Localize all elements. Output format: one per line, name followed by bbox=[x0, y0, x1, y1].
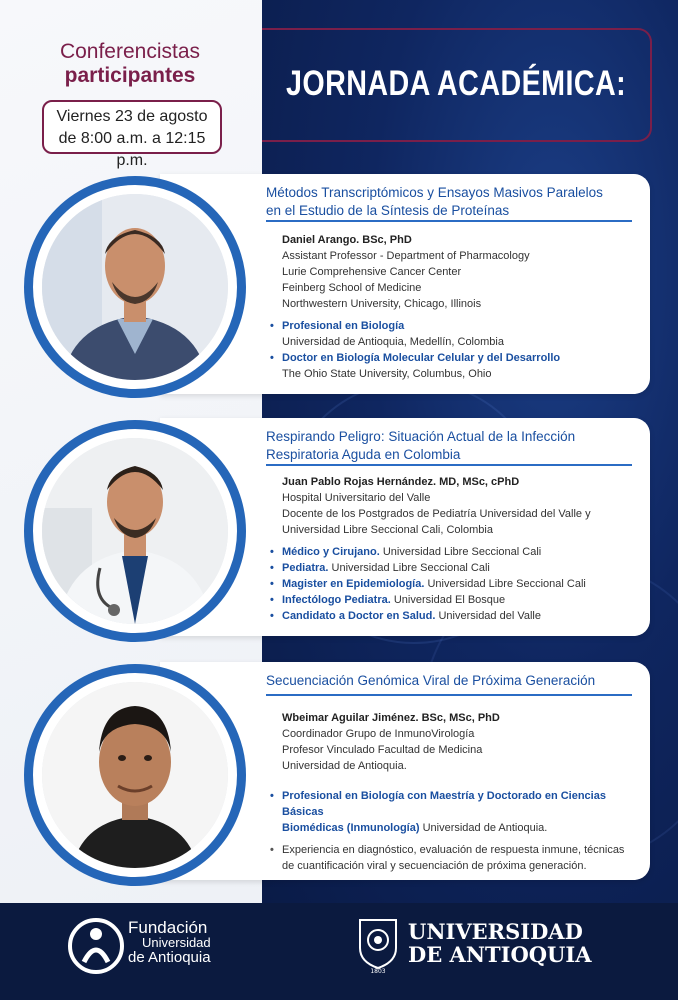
affiliation-line: Feinberg School of Medicine bbox=[282, 282, 422, 294]
credentials-list-1 bbox=[282, 318, 638, 382]
speaker-photo-frame-1 bbox=[24, 176, 246, 398]
credential-item bbox=[282, 560, 638, 576]
seal-year: 1803 bbox=[370, 968, 386, 974]
fundacion-wordmark bbox=[128, 920, 211, 965]
speakers-heading bbox=[30, 40, 230, 88]
credential-item bbox=[282, 544, 638, 560]
credential-item bbox=[282, 318, 638, 350]
fundacion-logo-icon bbox=[66, 916, 126, 976]
fundacion-line2: Universidad bbox=[142, 935, 211, 950]
talk-title-1-line2: en el Estudio de la Síntesis de Proteínas bbox=[266, 203, 510, 218]
fundacion-line1: Fundación bbox=[128, 918, 208, 937]
talk-divider-3 bbox=[266, 694, 632, 696]
speaker-name-2: Juan Pablo Rojas Hernández. MD, MSc, cPhD bbox=[282, 476, 520, 488]
talk-title-2 bbox=[266, 428, 632, 464]
fundacion-line3: de Antioquia bbox=[128, 949, 211, 966]
speaker-photo-3 bbox=[42, 682, 228, 868]
credential-item bbox=[282, 592, 638, 608]
speaker-info-1 bbox=[282, 232, 638, 382]
talk-title-3 bbox=[266, 672, 632, 690]
talk-divider-1 bbox=[266, 220, 632, 222]
talk-title-2-line2: Respiratoria Aguda en Colombia bbox=[266, 447, 461, 462]
credential-degree: Profesional en Biología bbox=[282, 320, 405, 332]
speaker-info-2 bbox=[282, 474, 638, 624]
credential-item bbox=[282, 788, 638, 836]
affiliation-line: Universidad Libre Seccional Cali, Colombia bbox=[282, 524, 493, 536]
credentials-list-2 bbox=[282, 544, 638, 624]
credential-institution: Universidad de Antioquia, Medellín, Colombia bbox=[282, 336, 504, 348]
credential-item bbox=[282, 576, 638, 592]
credential-degree: Magister en Epidemiología. bbox=[282, 578, 425, 590]
credential-degree: Infectólogo Pediatra. bbox=[282, 594, 391, 606]
event-title: JORNADA ACADÉMICA: bbox=[286, 64, 627, 103]
speakers-heading-line2: participantes bbox=[64, 64, 196, 87]
university-line2: DE ANTIOQUIA bbox=[408, 942, 592, 967]
university-line1: UNIVERSIDAD bbox=[408, 919, 583, 944]
credential-degree: Doctor en Biología Molecular Celular y del Desarrollo bbox=[282, 352, 561, 364]
affiliation-line: Lurie Comprehensive Cancer Center bbox=[282, 266, 462, 278]
talk-title-1-line1: Métodos Transcriptómicos y Ensayos Masivos Paralelos bbox=[266, 185, 603, 200]
credential-institution: Universidad Libre Seccional Cali bbox=[424, 578, 586, 590]
talk-title-1 bbox=[266, 184, 632, 220]
affiliation-line: Universidad de Antioquia. bbox=[282, 760, 407, 772]
affiliation-line: Hospital Universitario del Valle bbox=[282, 492, 431, 504]
speaker-photo-frame-3 bbox=[24, 664, 246, 886]
speaker-photo-1 bbox=[42, 194, 228, 380]
speaker-name-3: Wbeimar Aguilar Jiménez. BSc, MSc, PhD bbox=[282, 712, 500, 724]
credential-institution: Universidad de Antioquia. bbox=[419, 822, 548, 834]
credential-institution: The Ohio State University, Columbus, Ohio bbox=[282, 368, 492, 380]
credential-degree: Médico y Cirujano. bbox=[282, 546, 380, 558]
credentials-list-3 bbox=[282, 788, 638, 874]
credential-degree-cont: Biomédicas (Inmunología) bbox=[282, 822, 420, 834]
affiliation-line: Profesor Vinculado Facultad de Medicina bbox=[282, 744, 483, 756]
date-box bbox=[42, 100, 222, 169]
university-wordmark bbox=[408, 920, 591, 966]
credential-institution: Universidad Libre Seccional Cali bbox=[328, 562, 490, 574]
date-line2: de 8:00 a.m. a 12:15 p.m. bbox=[58, 130, 206, 169]
credential-item bbox=[282, 842, 638, 874]
speaker-photo-2 bbox=[42, 438, 228, 624]
speaker-photo-frame-2 bbox=[24, 420, 246, 642]
experience-line1: Experiencia en diagnóstico, evaluación de respuesta inmune, técnicas bbox=[282, 844, 625, 856]
date-line1: Viernes 23 de agosto bbox=[56, 108, 208, 125]
credential-institution: Universidad Libre Seccional Cali bbox=[379, 546, 542, 558]
credential-degree: Profesional en Biología con Maestría y Doctorado en Ciencias Básicas bbox=[282, 790, 606, 818]
credential-institution: Universidad El Bosque bbox=[390, 594, 506, 606]
affiliation-line: Coordinador Grupo de InmunoVirología bbox=[282, 728, 475, 740]
university-seal-icon bbox=[356, 914, 400, 974]
credential-degree: Pediatra. bbox=[282, 562, 329, 574]
experience-line2: de cuantificación viral y secuenciación de próxima generación. bbox=[282, 860, 587, 872]
affiliation-line: Northwestern University, Chicago, Illinois bbox=[282, 298, 482, 310]
talk-divider-2 bbox=[266, 464, 632, 466]
talk-title-2-line1: Respirando Peligro: Situación Actual de la Infección bbox=[266, 429, 576, 444]
affiliation-line: Assistant Professor - Department of Pharmacology bbox=[282, 250, 530, 262]
credential-degree: Candidato a Doctor en Salud. bbox=[282, 610, 436, 622]
speaker-name-1: Daniel Arango. BSc, PhD bbox=[282, 234, 412, 246]
credential-item bbox=[282, 350, 638, 382]
speaker-info-3 bbox=[282, 710, 638, 874]
speakers-heading-line1: Conferencistas bbox=[59, 40, 201, 63]
credential-item bbox=[282, 608, 638, 624]
talk-title-3-line1: Secuenciación Genómica Viral de Próxima Generación bbox=[266, 673, 596, 688]
affiliation-line: Docente de los Postgrados de Pediatría Universidad del Valle y bbox=[282, 508, 591, 520]
credential-institution: Universidad del Valle bbox=[435, 610, 541, 622]
